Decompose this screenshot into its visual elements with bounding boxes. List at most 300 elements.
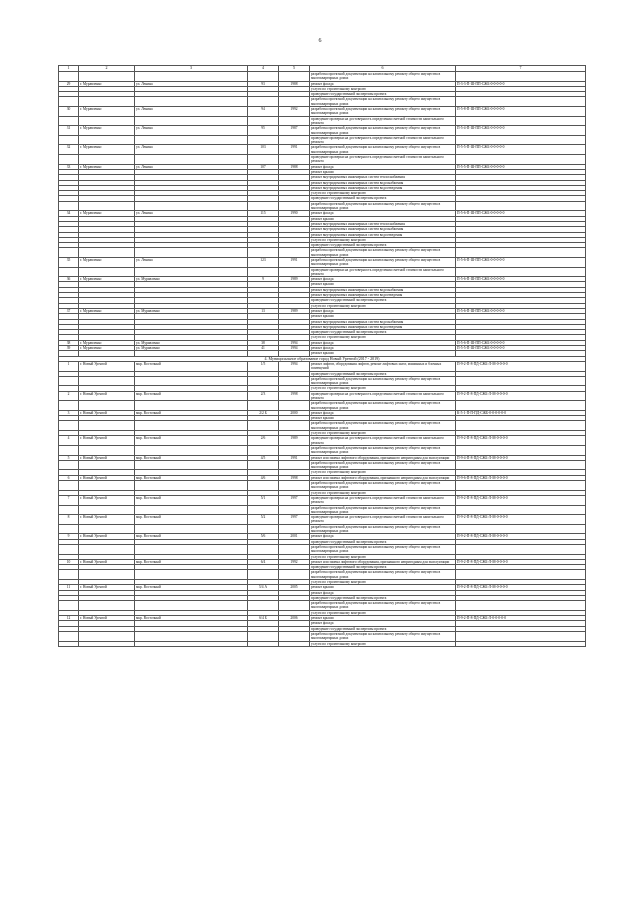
cell-col-4 bbox=[248, 135, 279, 145]
cell-col-2: г. Новый Уренгой bbox=[79, 455, 135, 460]
cell-col-1 bbox=[59, 155, 79, 165]
cell-col-7: П-9-2-П-8-ПД-СЖБ-Л-М-0-0-0-0 bbox=[456, 515, 586, 525]
cell-col-4 bbox=[248, 481, 279, 491]
cell-col-2 bbox=[79, 155, 135, 165]
cell-col-5: 1991 bbox=[279, 145, 310, 155]
cell-col-3: ул. Муравленко bbox=[135, 340, 248, 345]
cell-col-6: ремонт фасада bbox=[310, 534, 456, 539]
cell-col-3 bbox=[135, 376, 248, 386]
cell-col-3: мкр. Восточный bbox=[135, 391, 248, 401]
cell-col-2: г. Новый Уренгой bbox=[79, 559, 135, 564]
cell-col-6: проведение государственной экспертизы проекта bbox=[310, 330, 456, 335]
cell-col-3 bbox=[135, 641, 248, 646]
cell-col-4: 5/6 bbox=[248, 534, 279, 539]
cell-col-7 bbox=[456, 601, 586, 611]
cell-col-5: 1992 bbox=[279, 559, 310, 564]
cell-col-7: П-9-2-П-8-ПД-СЖБ-Л-М-0-0-0-0 bbox=[456, 534, 586, 539]
cell-col-7: П-9-2-П-8-ПД-СЖБ-Л-М-0-0-0-0 bbox=[456, 436, 586, 446]
cell-col-3 bbox=[135, 481, 248, 491]
cell-col-7: П-9-2-П-8-ПД-СЖБ-Л-М-0-0-0-0 bbox=[456, 391, 586, 401]
cell-col-3 bbox=[135, 460, 248, 470]
cell-col-1: 8 bbox=[59, 515, 79, 525]
cell-col-2: г. Новый Уренгой bbox=[79, 361, 135, 371]
cell-col-6: проведение проверки на достоверность определения сметной стоимости капитального ремонта bbox=[310, 155, 456, 165]
cell-col-4: 5/4 А bbox=[248, 585, 279, 590]
table-row bbox=[59, 559, 586, 564]
cell-col-7: П-9-2-П-8-ПД-СЖБ-Л-М-0-0-0-0 bbox=[456, 495, 586, 505]
cell-col-5: 2006 bbox=[279, 616, 310, 621]
cell-col-6: ремонт фасада bbox=[310, 346, 456, 351]
cell-col-2 bbox=[79, 135, 135, 145]
cell-col-6: ремонт внутридомовых инженерных систем водоотведения bbox=[310, 293, 456, 298]
cell-col-7: П-9-2-П-8-ПД-СЖБ-Л-М-0-0-0-0 bbox=[456, 559, 586, 564]
cell-col-2 bbox=[79, 460, 135, 470]
cell-col-3: ул. Муравленко bbox=[135, 346, 248, 351]
cell-col-2: г. Муравленко bbox=[79, 340, 135, 345]
cell-col-5 bbox=[279, 570, 310, 580]
table-row bbox=[59, 135, 586, 145]
cell-col-3 bbox=[135, 267, 248, 277]
cell-col-5 bbox=[279, 601, 310, 611]
cell-col-3: ул. Ленина bbox=[135, 145, 248, 155]
cell-col-4: 6/4 bbox=[248, 559, 279, 564]
table-row bbox=[59, 631, 586, 641]
cell-col-4: 1/5 bbox=[248, 361, 279, 371]
cell-col-3: ул. Ленина bbox=[135, 164, 248, 169]
cell-col-1 bbox=[59, 631, 79, 641]
cell-col-2 bbox=[79, 376, 135, 386]
cell-col-4 bbox=[248, 505, 279, 515]
table-row bbox=[59, 361, 586, 371]
cell-col-6: разработка проектной документации на капитальному ремонту общего имущества в многоквартирных домах bbox=[310, 376, 456, 386]
cell-col-1 bbox=[59, 135, 79, 145]
cell-col-4: 93 bbox=[248, 81, 279, 86]
cell-col-1: 38 bbox=[59, 340, 79, 345]
cell-col-5: 1989 bbox=[279, 308, 310, 313]
cell-col-1 bbox=[59, 201, 79, 211]
page-number: 6 bbox=[318, 38, 322, 44]
table-row bbox=[59, 391, 586, 401]
cell-col-7: П-5-5-П-Ш-ПП-СЖБ-0-0-0-0-0 bbox=[456, 145, 586, 155]
cell-col-4 bbox=[248, 72, 279, 82]
cell-col-6: 6 bbox=[310, 66, 456, 72]
cell-col-1: 1 bbox=[59, 361, 79, 371]
cell-col-1: 11 bbox=[59, 585, 79, 590]
cell-col-4 bbox=[248, 376, 279, 386]
cell-col-7 bbox=[456, 421, 586, 431]
cell-col-4: 38 bbox=[248, 340, 279, 345]
cell-col-7 bbox=[456, 72, 586, 82]
cell-col-2 bbox=[79, 481, 135, 491]
cell-col-5: 1988 bbox=[279, 81, 310, 86]
cell-col-2: г. Муравленко bbox=[79, 211, 135, 216]
cell-col-7 bbox=[456, 97, 586, 107]
cell-col-6: разработка проектной документации на капитальному ремонту общего имущества в многоквартирных домах bbox=[310, 544, 456, 554]
table-row bbox=[59, 421, 586, 431]
cell-col-2 bbox=[79, 445, 135, 455]
cell-col-2: г. Муравленко bbox=[79, 107, 135, 117]
cell-col-3 bbox=[135, 97, 248, 107]
cell-col-2: г. Новый Уренгой bbox=[79, 495, 135, 505]
cell-col-6: ремонт крыши bbox=[310, 216, 456, 221]
cell-col-6: ремонт внутридомовых инженерных систем водоснабжения bbox=[310, 319, 456, 324]
cell-col-4 bbox=[248, 631, 279, 641]
cell-col-3 bbox=[135, 135, 248, 145]
cell-col-6: ремонт или замена лифтового оборудования, признанного непригодным для эксплуатации bbox=[310, 475, 456, 480]
cell-col-2: г. Новый Уренгой bbox=[79, 436, 135, 446]
cell-col-6: ремонт фасада bbox=[310, 590, 456, 595]
cell-col-1 bbox=[59, 601, 79, 611]
cell-col-6: услуги по строительному контролю bbox=[310, 386, 456, 391]
table-row bbox=[59, 455, 586, 460]
cell-col-5 bbox=[279, 505, 310, 515]
cell-col-7 bbox=[456, 135, 586, 145]
cell-col-5 bbox=[279, 421, 310, 431]
cell-col-3 bbox=[135, 401, 248, 411]
cell-col-1: 29 bbox=[59, 81, 79, 86]
cell-col-6: ремонт внутридомовых инженерных систем теплоснабжения bbox=[310, 221, 456, 226]
cell-col-7: П-9-4-П-8-ПД-СЖБ-Л-М-0-0-0-0 bbox=[456, 455, 586, 460]
cell-col-6: проведение государственной экспертизы проекта bbox=[310, 243, 456, 248]
cell-col-4: 107 bbox=[248, 164, 279, 169]
cell-col-1 bbox=[59, 248, 79, 258]
table-row bbox=[59, 107, 586, 117]
cell-col-3 bbox=[135, 421, 248, 431]
cell-col-6: разработка проектной документации на капитальному ремонту общего имущества в многоквартирных домах bbox=[310, 445, 456, 455]
cell-col-7 bbox=[456, 401, 586, 411]
cell-col-7 bbox=[456, 544, 586, 554]
cell-col-6: услуги по строительному контролю bbox=[310, 490, 456, 495]
cell-col-5 bbox=[279, 135, 310, 145]
cell-col-7 bbox=[456, 641, 586, 646]
section-title: 4. Муниципальное образование город Новый Уренгой (2017 - 2019) bbox=[59, 356, 586, 361]
cell-col-3: мкр. Восточный bbox=[135, 585, 248, 590]
table-row bbox=[59, 641, 586, 646]
cell-col-3 bbox=[135, 201, 248, 211]
cell-col-1 bbox=[59, 524, 79, 534]
cell-col-7: П-9-2-П-8-ПД-СЖБ-Л-М-0-0-0-0 bbox=[456, 361, 586, 371]
cell-col-1: 10 bbox=[59, 559, 79, 564]
cell-col-3: 3 bbox=[135, 66, 248, 72]
cell-col-6: ремонт внутридомовых инженерных систем водоотведения bbox=[310, 185, 456, 190]
cell-col-6: ремонт фасада bbox=[310, 211, 456, 216]
cell-col-2: г. Муравленко bbox=[79, 145, 135, 155]
cell-col-6: услуги по строительному контролю bbox=[310, 579, 456, 584]
cell-col-3: ул. Муравленко bbox=[135, 308, 248, 313]
cell-col-5: 2000 bbox=[279, 410, 310, 415]
cell-col-4: 13 bbox=[248, 308, 279, 313]
cell-col-3 bbox=[135, 631, 248, 641]
cell-col-3: мкр. Восточный bbox=[135, 616, 248, 621]
table-row bbox=[59, 126, 586, 136]
cell-col-1 bbox=[59, 570, 79, 580]
cell-col-3: мкр. Восточный bbox=[135, 495, 248, 505]
cell-col-4 bbox=[248, 97, 279, 107]
cell-col-6: проведение проверки на достоверность определения сметной стоимости капитального ремонта bbox=[310, 391, 456, 401]
cell-col-6: ремонт фасада bbox=[310, 410, 456, 415]
cell-col-6: услуги по строительному контролю bbox=[310, 86, 456, 91]
cell-col-7: К-5-1-П-П-ПД-СЖБ-0-0-0-0-0-0 bbox=[456, 410, 586, 415]
cell-col-4: 95 bbox=[248, 126, 279, 136]
cell-col-6: разработка проектной документации на капитальному ремонту общего имущества в многоквартирных домах bbox=[310, 421, 456, 431]
cell-col-7: П-5-6-П-Ш-ПП-СЖБ-0-0-0-0-0 bbox=[456, 277, 586, 282]
cell-col-1 bbox=[59, 97, 79, 107]
cell-col-1 bbox=[59, 505, 79, 515]
cell-col-2: г. Муравленко bbox=[79, 277, 135, 282]
cell-col-3: ул. Муравленко bbox=[135, 277, 248, 282]
cell-col-5 bbox=[279, 267, 310, 277]
cell-col-6: ремонт внутридомовых инженерных систем водоотведения bbox=[310, 232, 456, 237]
cell-col-5 bbox=[279, 524, 310, 534]
cell-col-6: разработка проектной документации на капитальному ремонту общего имущества в многоквартирных домах bbox=[310, 257, 456, 267]
table-row bbox=[59, 401, 586, 411]
cell-col-2 bbox=[79, 401, 135, 411]
cell-col-4 bbox=[248, 601, 279, 611]
cell-col-6: ремонт крыши bbox=[310, 616, 456, 621]
cell-col-6: проведение проверки на достоверность определения сметной стоимости капитального ремонта bbox=[310, 436, 456, 446]
cell-col-4: 4 bbox=[248, 66, 279, 72]
table-row bbox=[59, 116, 586, 126]
cell-col-7 bbox=[456, 201, 586, 211]
cell-col-6: проведение государственной экспертизы проекта bbox=[310, 196, 456, 201]
cell-col-3: мкр. Восточный bbox=[135, 361, 248, 371]
cell-col-6: разработка проектной документации на капитальному ремонту общего имущества в многоквартирных домах bbox=[310, 570, 456, 580]
cell-col-4 bbox=[248, 421, 279, 431]
table-row bbox=[59, 436, 586, 446]
cell-col-6: проведение государственной экспертизы проекта bbox=[310, 298, 456, 303]
cell-col-1: 36 bbox=[59, 277, 79, 282]
cell-col-6: ремонт крыши bbox=[310, 169, 456, 174]
cell-col-5 bbox=[279, 481, 310, 491]
cell-col-7 bbox=[456, 376, 586, 386]
cell-col-2 bbox=[79, 72, 135, 82]
table-row bbox=[59, 585, 586, 590]
cell-col-4: 103 bbox=[248, 145, 279, 155]
cell-col-6: ремонт или замена лифтового оборудования, признанного непригодным для эксплуатации bbox=[310, 455, 456, 460]
cell-col-6: разработка проектной документации на капитальному ремонту общего имущества в многоквартирных домах bbox=[310, 505, 456, 515]
cell-col-7: П-9-6-П-8-ПД-СЖБ-Л-М-0-0-0-0 bbox=[456, 475, 586, 480]
cell-col-7: П-9-2-П-8-ПД-СЖБ-Л-М-0-0-0-0 bbox=[456, 585, 586, 590]
cell-col-7: П-5-6-П-Ш-ПП-СЖБ-0-0-0-0-0 bbox=[456, 340, 586, 345]
cell-col-6: ремонт лифтов, оборудования лифтов, ремонт лифтовых шахт, машинных и блочных помещений bbox=[310, 361, 456, 371]
cell-col-6: проведение проверки на достоверность определения сметной стоимости капитального ремонта bbox=[310, 267, 456, 277]
table-row bbox=[59, 376, 586, 386]
cell-col-4 bbox=[248, 267, 279, 277]
cell-col-3 bbox=[135, 72, 248, 82]
cell-col-6: услуги по строительному контролю bbox=[310, 431, 456, 436]
cell-col-5: 2001 bbox=[279, 534, 310, 539]
cell-col-1: 35 bbox=[59, 257, 79, 267]
cell-col-1: 32 bbox=[59, 145, 79, 155]
cell-col-1: 31 bbox=[59, 126, 79, 136]
cell-col-6: проведение государственной экспертизы проекта bbox=[310, 626, 456, 631]
cell-col-4: 2/6 bbox=[248, 436, 279, 446]
table-row bbox=[59, 155, 586, 165]
cell-col-7: П-5-8-П-Ш-ПП-СЖБ-0-0-0-0-0 bbox=[456, 107, 586, 117]
table-row bbox=[59, 201, 586, 211]
cell-col-1: 6 bbox=[59, 475, 79, 480]
cell-col-5 bbox=[279, 116, 310, 126]
cell-col-4 bbox=[248, 445, 279, 455]
cell-col-7: П-5-6-П-Ш-ПП-СЖБ-0-0-0-0-0 bbox=[456, 211, 586, 216]
cell-col-5 bbox=[279, 544, 310, 554]
cell-col-6: услуги по строительному контролю bbox=[310, 554, 456, 559]
cell-col-3: мкр. Восточный bbox=[135, 559, 248, 564]
cell-col-2: г. Новый Уренгой bbox=[79, 410, 135, 415]
cell-col-6: разработка проектной документации на капитальному ремонту общего имущества в многоквартирных домах bbox=[310, 126, 456, 136]
cell-col-1: 4 bbox=[59, 436, 79, 446]
cell-col-3: мкр. Восточный bbox=[135, 455, 248, 460]
cell-col-4 bbox=[248, 544, 279, 554]
cell-col-3: мкр. Восточный bbox=[135, 515, 248, 525]
cell-col-7: П-5-5-П-Ш-ПП-СЖБ-0-0-0-0-0 bbox=[456, 346, 586, 351]
cell-col-3: мкр. Восточный bbox=[135, 436, 248, 446]
cell-col-2: г. Новый Уренгой bbox=[79, 585, 135, 590]
cell-col-2 bbox=[79, 524, 135, 534]
cell-col-2 bbox=[79, 641, 135, 646]
cell-col-6: ремонт фасада bbox=[310, 340, 456, 345]
table-row bbox=[59, 570, 586, 580]
cell-col-1 bbox=[59, 116, 79, 126]
cell-col-1 bbox=[59, 267, 79, 277]
cell-col-5 bbox=[279, 376, 310, 386]
cell-col-2 bbox=[79, 505, 135, 515]
cell-col-4: 4/5 bbox=[248, 455, 279, 460]
table-row bbox=[59, 257, 586, 267]
cell-col-7 bbox=[456, 445, 586, 455]
cell-col-6: проведение проверки на достоверность определения сметной стоимости капитального ремонта bbox=[310, 135, 456, 145]
cell-col-4 bbox=[248, 460, 279, 470]
cell-col-4 bbox=[248, 570, 279, 580]
table-row bbox=[59, 267, 586, 277]
cell-col-7: П-5-6-П-Ш-ПП-СЖБ-0-0-0-0-0 bbox=[456, 257, 586, 267]
cell-col-7 bbox=[456, 505, 586, 515]
cell-col-1: 33 bbox=[59, 164, 79, 169]
cell-col-4 bbox=[248, 524, 279, 534]
cell-col-7: П-5-5-П-Ш-ПП-СЖБ-0-0-0-0-0 bbox=[456, 164, 586, 169]
cell-col-6: ремонт фасада bbox=[310, 164, 456, 169]
cell-col-6: разработка проектной документации на капитальному ремонту общего имущества в многоквартирных домах bbox=[310, 481, 456, 491]
cell-col-4: 2/2 Б bbox=[248, 410, 279, 415]
cell-col-5 bbox=[279, 97, 310, 107]
cell-col-3: мкр. Восточный bbox=[135, 534, 248, 539]
cell-col-6: разработка проектной документации на капитальному ремонту общего имущества в многоквартирных домах bbox=[310, 601, 456, 611]
cell-col-1 bbox=[59, 641, 79, 646]
cell-col-1: 5 bbox=[59, 455, 79, 460]
cell-col-6: разработка проектной документации на капитальному ремонту общего имущества в многоквартирных домах bbox=[310, 72, 456, 82]
cell-col-4 bbox=[248, 641, 279, 646]
cell-col-2: г. Муравленко bbox=[79, 81, 135, 86]
cell-col-6: ремонт фасада bbox=[310, 308, 456, 313]
cell-col-2: г. Муравленко bbox=[79, 257, 135, 267]
cell-col-2: г. Муравленко bbox=[79, 346, 135, 351]
cell-col-6: ремонт внутридомовых инженерных систем водоснабжения bbox=[310, 180, 456, 185]
table-row bbox=[59, 445, 586, 455]
cell-col-6: разработка проектной документации на капитальному ремонту общего имущества в многоквартирных домах bbox=[310, 97, 456, 107]
table-row bbox=[59, 460, 586, 470]
cell-col-7 bbox=[456, 524, 586, 534]
cell-col-2: г. Новый Уренгой bbox=[79, 616, 135, 621]
cell-col-6: проведение государственной экспертизы проекта bbox=[310, 92, 456, 97]
cell-col-5: 1994 bbox=[279, 346, 310, 351]
table-row bbox=[59, 515, 586, 525]
cell-col-6: услуги по строительному контролю bbox=[310, 610, 456, 615]
cell-col-7 bbox=[456, 460, 586, 470]
cell-col-2: г. Новый Уренгой bbox=[79, 534, 135, 539]
cell-col-6: разработка проектной документации на капитальному ремонту общего имущества в многоквартирных домах bbox=[310, 524, 456, 534]
cell-col-5: 1994 bbox=[279, 340, 310, 345]
cell-col-7 bbox=[456, 116, 586, 126]
cell-col-1: 30 bbox=[59, 107, 79, 117]
cell-col-5: 5 bbox=[279, 66, 310, 72]
cell-col-1: 37 bbox=[59, 308, 79, 313]
cell-col-6: ремонт внутридомовых инженерных систем водоснабжения bbox=[310, 227, 456, 232]
cell-col-6: ремонт крыши bbox=[310, 282, 456, 287]
cell-col-6: проведение государственной экспертизы проекта bbox=[310, 371, 456, 376]
cell-col-3: мкр. Восточный bbox=[135, 475, 248, 480]
cell-col-6: проведение государственной экспертизы проекта bbox=[310, 595, 456, 600]
cell-col-5 bbox=[279, 631, 310, 641]
cell-col-6: услуги по строительному контролю bbox=[310, 237, 456, 242]
cell-col-5 bbox=[279, 641, 310, 646]
cell-col-7 bbox=[456, 267, 586, 277]
cell-col-4 bbox=[248, 155, 279, 165]
cell-col-5: 1994 bbox=[279, 361, 310, 371]
cell-col-7: П-3-3-П-Ш-ПП-СЖБ-0-0-0-0-0 bbox=[456, 81, 586, 86]
cell-col-3 bbox=[135, 116, 248, 126]
cell-col-2: г. Муравленко bbox=[79, 126, 135, 136]
cell-col-1: 7 bbox=[59, 495, 79, 505]
cell-col-4: 4/6 bbox=[248, 475, 279, 480]
cell-col-3 bbox=[135, 505, 248, 515]
cell-col-3: ул. Ленина bbox=[135, 257, 248, 267]
cell-col-4: 5/1 bbox=[248, 495, 279, 505]
cell-col-5: 1997 bbox=[279, 515, 310, 525]
cell-col-1 bbox=[59, 401, 79, 411]
cell-col-3: ул. Ленина bbox=[135, 126, 248, 136]
cell-col-3 bbox=[135, 445, 248, 455]
cell-col-6: услуги по строительному контролю bbox=[310, 470, 456, 475]
cell-col-2: г. Муравленко bbox=[79, 164, 135, 169]
cell-col-6: ремонт внутридомовых инженерных систем теплоснабжения bbox=[310, 175, 456, 180]
cell-col-7 bbox=[456, 248, 586, 258]
table-row bbox=[59, 475, 586, 480]
cell-col-5 bbox=[279, 248, 310, 258]
cell-col-1: 39 bbox=[59, 346, 79, 351]
cell-col-6: услуги по строительному контролю bbox=[310, 641, 456, 646]
cell-col-4 bbox=[248, 201, 279, 211]
cell-col-5: 1998 bbox=[279, 475, 310, 480]
cell-col-3: ул. Ленина bbox=[135, 107, 248, 117]
cell-col-4: 9 bbox=[248, 277, 279, 282]
cell-col-2 bbox=[79, 97, 135, 107]
cell-col-4: 6/4 Б bbox=[248, 616, 279, 621]
cell-col-5: 1989 bbox=[279, 436, 310, 446]
cell-col-3 bbox=[135, 248, 248, 258]
cell-col-5 bbox=[279, 201, 310, 211]
cell-col-5: 1991 bbox=[279, 257, 310, 267]
cell-col-3: ул. Ленина bbox=[135, 211, 248, 216]
cell-col-5 bbox=[279, 72, 310, 82]
cell-col-6: ремонт фасада bbox=[310, 621, 456, 626]
cell-col-2: г. Новый Уренгой bbox=[79, 515, 135, 525]
cell-col-6: ремонт крыши bbox=[310, 416, 456, 421]
cell-col-2: 2 bbox=[79, 66, 135, 72]
cell-col-5: 1987 bbox=[279, 126, 310, 136]
cell-col-5: 1990 bbox=[279, 211, 310, 216]
cell-col-6: услуги по строительному контролю bbox=[310, 335, 456, 340]
table-row bbox=[59, 481, 586, 491]
